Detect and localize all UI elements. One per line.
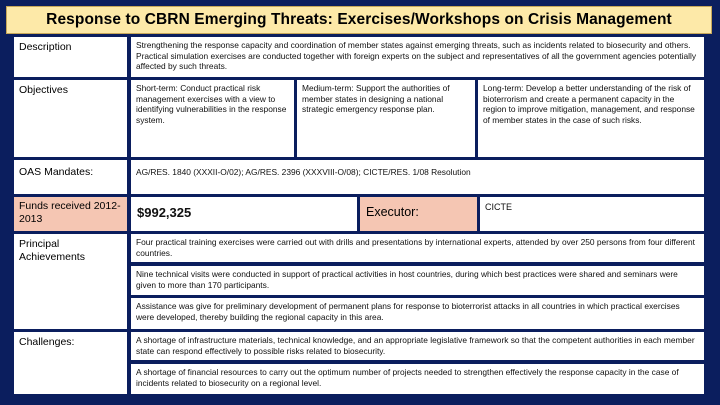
executor-label: Executor: xyxy=(360,197,477,231)
mandates-label: OAS Mandates: xyxy=(14,160,127,194)
description-text: Strengthening the response capacity and coordination of member states against emerging threats, such as incidents related to biosecurity and others. Practical simulation exercises are conducted together with foreign experts on the subject and representatives of all the government agencies potentially affected by such threats. xyxy=(131,37,704,77)
achievement-item: Four practical training exercises were carried out with drills and presentations by international experts, attended by over 250 persons from four different countries. xyxy=(131,234,704,262)
challenges-label: Challenges: xyxy=(14,332,127,394)
objective-long-term: Long-term: Develop a better understanding of the risk of bioterrorism and create a permanent capacity in the region to improve mitigation, management, and response of member states in the case of such risks. xyxy=(478,80,704,157)
achievements-label: Principal Achievements xyxy=(14,234,127,329)
challenge-item: A shortage of financial resources to carry out the optimum number of projects needed to strengthen effectively the response capacity in the case of incidents related to biosecurity on a regional level. xyxy=(131,364,704,394)
mandates-text: AG/RES. 1840 (XXXII-O/02); AG/RES. 2396 (XXXVIII-O/08); CICTE/RES. 1/08 Resolution xyxy=(131,160,704,194)
funds-amount: $992,325 xyxy=(131,197,357,231)
objective-medium-term: Medium-term: Support the authorities of member states in designing a national strategic emergency response plan. xyxy=(297,80,475,157)
objectives-label: Objectives xyxy=(14,80,127,157)
achievement-item: Nine technical visits were conducted in support of practical activities in host countries, during which best practices were shared and seminars were given to more than 170 participants. xyxy=(131,266,704,295)
challenge-item: A shortage of infrastructure materials, technical knowledge, and an appropriate legislative framework so that the competent authorities in each member state can respond effectively to possible risks related to biosecurity. xyxy=(131,332,704,360)
objective-short-term: Short-term: Conduct practical risk management exercises with a view to identifying vulnerabilities in the response system. xyxy=(131,80,294,157)
achievement-item: Assistance was give for preliminary development of permanent plans for response to bioterrorist attacks in all countries in which practical exercises were developed, thereby building the regional capacity in this area. xyxy=(131,298,704,329)
description-label: Description xyxy=(14,37,127,77)
funds-label: Funds received 2012-2013 xyxy=(14,197,127,231)
page-title: Response to CBRN Emerging Threats: Exercises/Workshops on Crisis Management xyxy=(6,6,712,34)
executor-value: CICTE xyxy=(480,197,704,231)
